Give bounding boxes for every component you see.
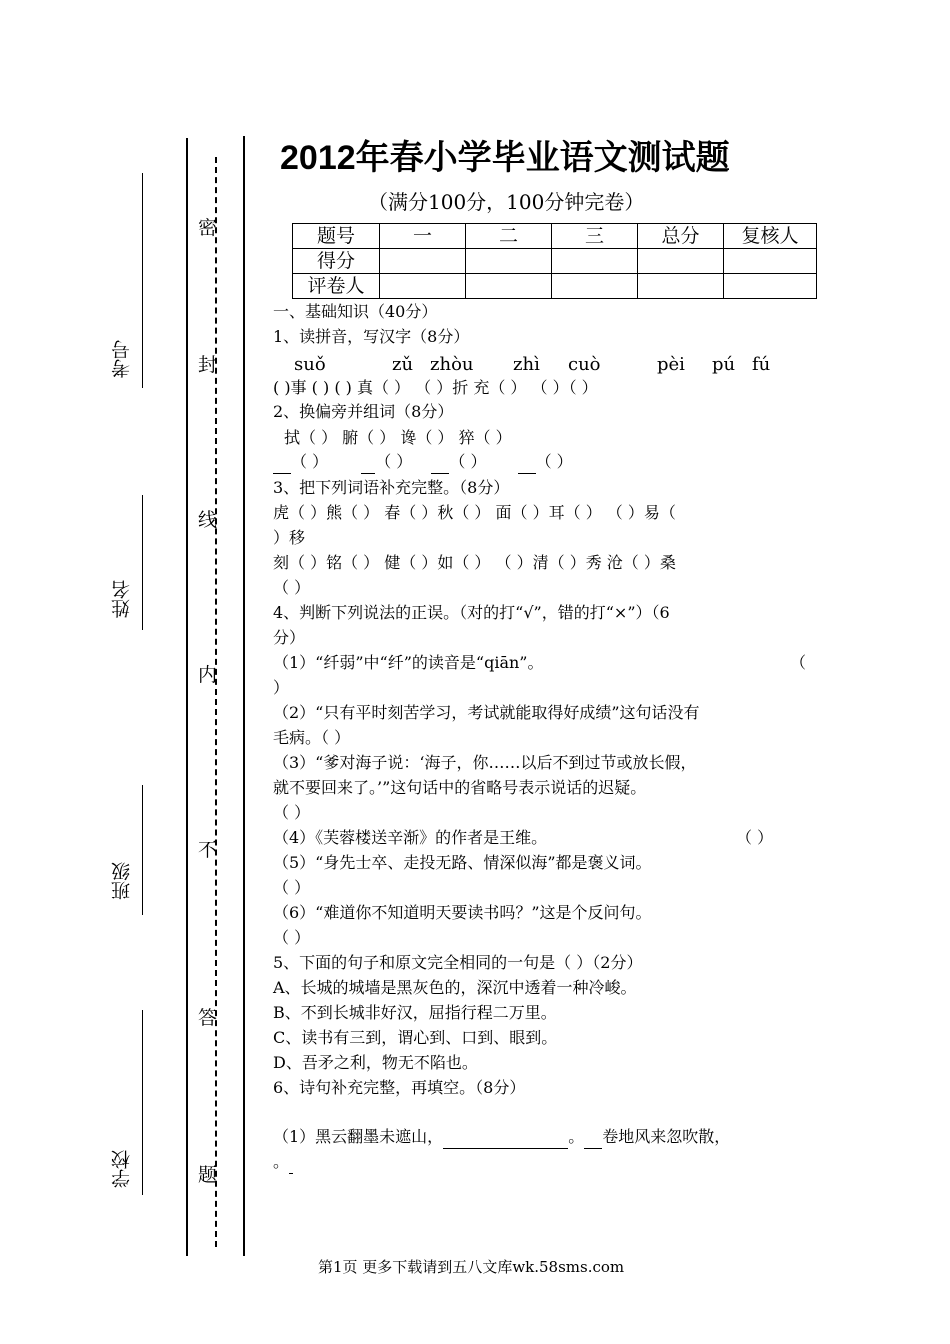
table-header-cell: 二 <box>466 224 552 249</box>
question-1: 1、读拼音，写汉字（8分） <box>273 327 470 346</box>
pinyin-item: cuò <box>568 354 601 375</box>
table-row-label: 评卷人 <box>293 274 380 299</box>
table-header-cell: 复核人 <box>724 224 817 249</box>
question-4-1: （1）“纤弱”中“纤”的读音是“qiān”。 <box>273 653 544 672</box>
answer-paren[interactable]: （ ） <box>273 928 311 947</box>
question-4-6: （6）“难道你不知道明天要读书吗？”这是个反问句。 <box>273 903 652 922</box>
answer-paren[interactable]: （ ） <box>273 803 311 822</box>
option-b: B、不到长城非好汉，屈指行程二万里。 <box>273 1003 557 1022</box>
question-3-line-1: 虎（ ）熊（ ） 春（ ）秋（ ） 面（ ）耳（ ） （ ）易（ <box>273 503 676 522</box>
class-underline <box>142 785 143 915</box>
score-input-cell[interactable] <box>724 274 817 299</box>
pinyin-item: zǔ <box>392 354 414 375</box>
exam-number-label: 考号 <box>111 340 133 378</box>
score-table-header-row <box>293 224 817 249</box>
pinyin-item: suǒ <box>294 354 326 375</box>
score-input-cell[interactable] <box>552 274 638 299</box>
exam-number-underline <box>142 173 143 388</box>
pinyin-item: fú <box>752 354 771 375</box>
question-3: 3、把下列词语补充完整。（8分） <box>273 478 510 497</box>
score-input-cell[interactable] <box>380 249 466 274</box>
score-input-cell[interactable] <box>552 249 638 274</box>
question-4-2-cont: 毛病。（ ） <box>273 728 351 747</box>
page-title: 2012年春小学毕业语文测试题 <box>280 139 730 177</box>
question-2-line-1: 拭（ ） 腑（ ） 谗（ ） 猝（ ） <box>284 428 512 447</box>
score-input-cell[interactable] <box>724 249 817 274</box>
option-d: D、吾矛之利，物无不陷也。 <box>273 1053 478 1072</box>
seal-char: 封 <box>198 354 218 376</box>
table-header-cell: 一 <box>380 224 466 249</box>
pinyin-item: zhì <box>513 354 540 375</box>
pinyin-item: pèi <box>657 354 685 375</box>
question-4-2: （2）“只有平时刻苦学习，考试就能取得好成绩”这句话没有 <box>273 703 700 722</box>
table-header-cell: 三 <box>552 224 638 249</box>
name-label: 姓名 <box>111 580 133 618</box>
table-header-cell: 题号 <box>293 224 380 249</box>
fill-blank[interactable] <box>273 455 291 474</box>
pinyin-item: zhòu <box>430 354 474 375</box>
question-2-line-2 <box>273 450 573 474</box>
question-4-4: （4）《芙蓉楼送辛渐》的作者是王维。 <box>273 828 548 847</box>
fill-blank[interactable] <box>443 1130 568 1149</box>
score-input-cell[interactable] <box>466 249 552 274</box>
question-2: 2、换偏旁并组词（8分） <box>273 402 454 421</box>
poem-text: 卷地风来忽吹散， <box>602 1127 731 1146</box>
school-underline <box>142 1010 143 1195</box>
school-label: 学校 <box>111 1150 133 1188</box>
seal-char: 不 <box>198 839 218 861</box>
table-row-label: 得分 <box>293 249 380 274</box>
answer-paren[interactable]: （ ） <box>736 828 774 847</box>
seal-char: 线 <box>198 509 218 531</box>
blank-paren: （ ） <box>449 452 487 471</box>
poem-text: （1）黑云翻墨未遮山， <box>273 1127 444 1146</box>
margin-line-inner <box>243 136 245 1256</box>
question-5: 5、下面的句子和原文完全相同的一句是（ ）（2分） <box>273 953 643 972</box>
poem-punct: 。 <box>273 1152 290 1171</box>
question-4-cont: 分） <box>273 628 306 647</box>
answer-paren[interactable]: （ ） <box>273 878 311 897</box>
seal-char: 答 <box>198 1007 218 1029</box>
page-subtitle: （满分100分，100分钟完卷） <box>368 190 645 214</box>
question-3-line-4: （ ） <box>273 578 311 597</box>
page-footer: 第1页 更多下载请到五八文库wk.58sms.com <box>318 1258 625 1276</box>
name-underline <box>142 495 143 630</box>
table-header-cell: 总分 <box>638 224 724 249</box>
answer-paren[interactable]: （ <box>790 653 807 672</box>
question-6-1-cont <box>273 1150 293 1174</box>
fill-blank[interactable] <box>289 1155 293 1174</box>
score-input-cell[interactable] <box>638 249 724 274</box>
pinyin-item: pú <box>712 354 736 375</box>
score-table-row <box>293 274 817 299</box>
question-4-3-cont: 就不要回来了。’”这句话中的省略号表示说话的迟疑。 <box>273 778 647 797</box>
question-3-line-2: ）移 <box>273 528 306 547</box>
question-1-answer-line: ( )事 ( ) ( ) 真（ ） （ ）折 充（ ） （ ）（ ） <box>273 378 598 397</box>
score-table-row <box>293 249 817 274</box>
answer-paren[interactable]: ） <box>273 678 290 697</box>
seal-char: 内 <box>198 664 218 686</box>
blank-paren: （ ） <box>375 452 413 471</box>
score-input-cell[interactable] <box>380 274 466 299</box>
question-6: 6、诗句补充完整，再填空。（8分） <box>273 1078 526 1097</box>
fill-blank[interactable] <box>431 455 449 474</box>
fill-blank[interactable] <box>584 1130 602 1149</box>
option-a: A、长城的城墙是黑灰色的，深沉中透着一种冷峻。 <box>273 978 637 997</box>
question-4-5: （5）“身先士卒、走投无路、情深似海”都是褒义词。 <box>273 853 652 872</box>
question-4: 4、判断下列说法的正误。（对的打“√”，错的打“×”）（6 <box>273 603 670 622</box>
option-c: C、读书有三到，谓心到、口到、眼到。 <box>273 1028 558 1047</box>
score-input-cell[interactable] <box>638 274 724 299</box>
question-6-1 <box>273 1125 730 1149</box>
blank-paren: （ ） <box>535 452 573 471</box>
poem-punct: 。 <box>568 1127 585 1146</box>
margin-line-dashed <box>215 157 217 1247</box>
seal-char: 题 <box>198 1164 218 1186</box>
fill-blank[interactable] <box>361 455 375 474</box>
score-table <box>292 223 817 299</box>
question-4-3: （3）“爹对海子说：‘海子，你……以后不到过节或放长假， <box>273 753 697 772</box>
blank-paren: （ ） <box>291 452 329 471</box>
fill-blank[interactable] <box>518 455 536 474</box>
score-input-cell[interactable] <box>466 274 552 299</box>
seal-char: 密 <box>198 217 218 239</box>
margin-line-outer <box>186 138 188 1256</box>
class-label: 班级 <box>111 862 133 900</box>
section-heading: 一、基础知识（40分） <box>273 302 438 321</box>
question-3-line-3: 刻（ ）铭（ ） 健（ ）如（ ） （ ）清（ ）秀 沧（ ）桑 <box>273 553 676 572</box>
